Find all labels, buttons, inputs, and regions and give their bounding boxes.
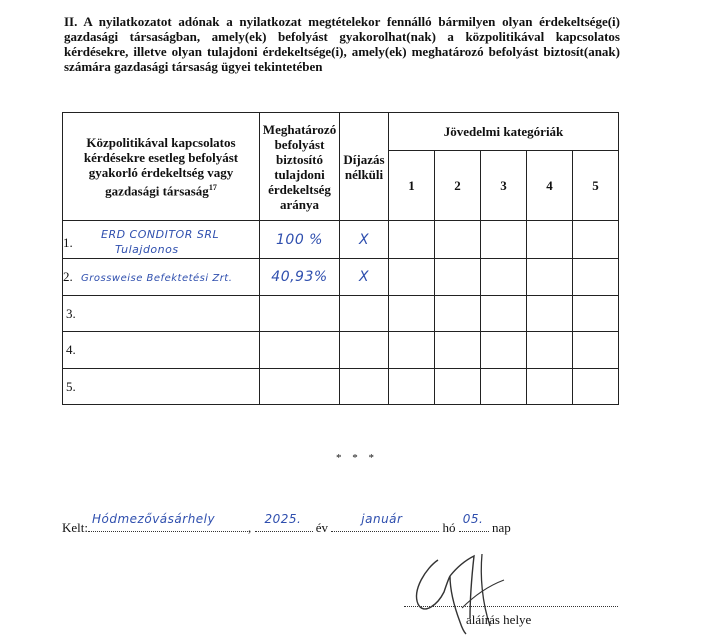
row-number: 3. <box>63 296 260 332</box>
income-category-4: 4 <box>527 151 573 221</box>
income-category-3: 3 <box>481 151 527 221</box>
row-number: 2. <box>63 269 73 284</box>
company-name: ERD CONDITOR SRL <box>101 228 220 241</box>
table-row <box>63 296 619 332</box>
interest-table <box>62 112 619 405</box>
unpaid-mark: X <box>358 269 370 285</box>
row-company-cell <box>63 259 260 296</box>
table-row <box>63 259 619 296</box>
income-category-2: 2 <box>435 151 481 221</box>
date-line: Kelt: Hódmezővásárhely , 2025. év január hó 05. nap <box>62 512 511 535</box>
share-value: 40,93% <box>271 269 328 285</box>
year-value: 2025. <box>264 512 302 526</box>
income-cell <box>435 259 481 296</box>
company-role: Tulajdonos <box>115 243 179 256</box>
row-number: 4. <box>63 332 260 369</box>
income-cell <box>527 259 573 296</box>
income-category-5: 5 <box>573 151 619 221</box>
table-row <box>63 369 619 405</box>
day-field <box>459 512 489 532</box>
income-cell <box>527 221 573 259</box>
year-field <box>255 512 313 532</box>
income-cell <box>481 221 527 259</box>
table-row <box>63 221 619 259</box>
table-row <box>63 332 619 369</box>
header-unpaid: Díjazás nélküli <box>340 113 389 221</box>
day-value: 05. <box>462 512 484 526</box>
row-number: 1. <box>63 235 73 250</box>
row-number: 5. <box>63 369 260 405</box>
section-heading: II. A nyilatkozatot adónak a nyilatkozat megtételekor fennálló bármilyen olyan érdekeltsége(i) gazdasági társaságban, amely(ek) befolyást gyakorolhat(nak) a közpolitikával kapcsolatos kérdésekre, illetve olyan tulajdoni érdekeltsége(i), amely(ek) meghatározó befolyást biztosít(anak) számára gazdasági társaság ügyei tekintetében <box>64 14 620 74</box>
kelt-label: Kelt: <box>62 520 88 535</box>
month-field <box>331 512 439 532</box>
month-value: január <box>361 512 403 526</box>
signature-label: aláírás helye <box>466 612 532 627</box>
section-separator: * * * <box>336 452 378 464</box>
company-name: Grossweise Befektetési Zrt. <box>81 272 233 284</box>
income-cell <box>389 221 435 259</box>
income-cell <box>389 259 435 296</box>
place-field <box>88 512 248 532</box>
place-value: Hódmezővásárhely <box>92 512 216 526</box>
share-value: 100 % <box>276 231 323 248</box>
income-cell <box>481 259 527 296</box>
row-company-cell <box>63 221 260 259</box>
income-cell <box>573 221 619 259</box>
signature-line <box>404 606 618 607</box>
header-income-categories: Jövedelmi kategóriák <box>389 113 619 151</box>
income-cell <box>435 221 481 259</box>
header-share: Meghatározó befolyást biztosító tulajdoni érdekeltség aránya <box>260 113 340 221</box>
header-company: Közpolitikával kapcsolatos kérdésekre esetleg befolyást gyakorló érdekeltség vagy gazdasági társaság$^{17}$ <box>63 113 260 221</box>
nap-label: nap <box>492 520 511 535</box>
income-cell <box>573 259 619 296</box>
unpaid-mark: X <box>358 231 370 248</box>
income-category-1: 1 <box>389 151 435 221</box>
ho-label: hó <box>442 520 456 535</box>
ev-label: év <box>315 520 329 535</box>
